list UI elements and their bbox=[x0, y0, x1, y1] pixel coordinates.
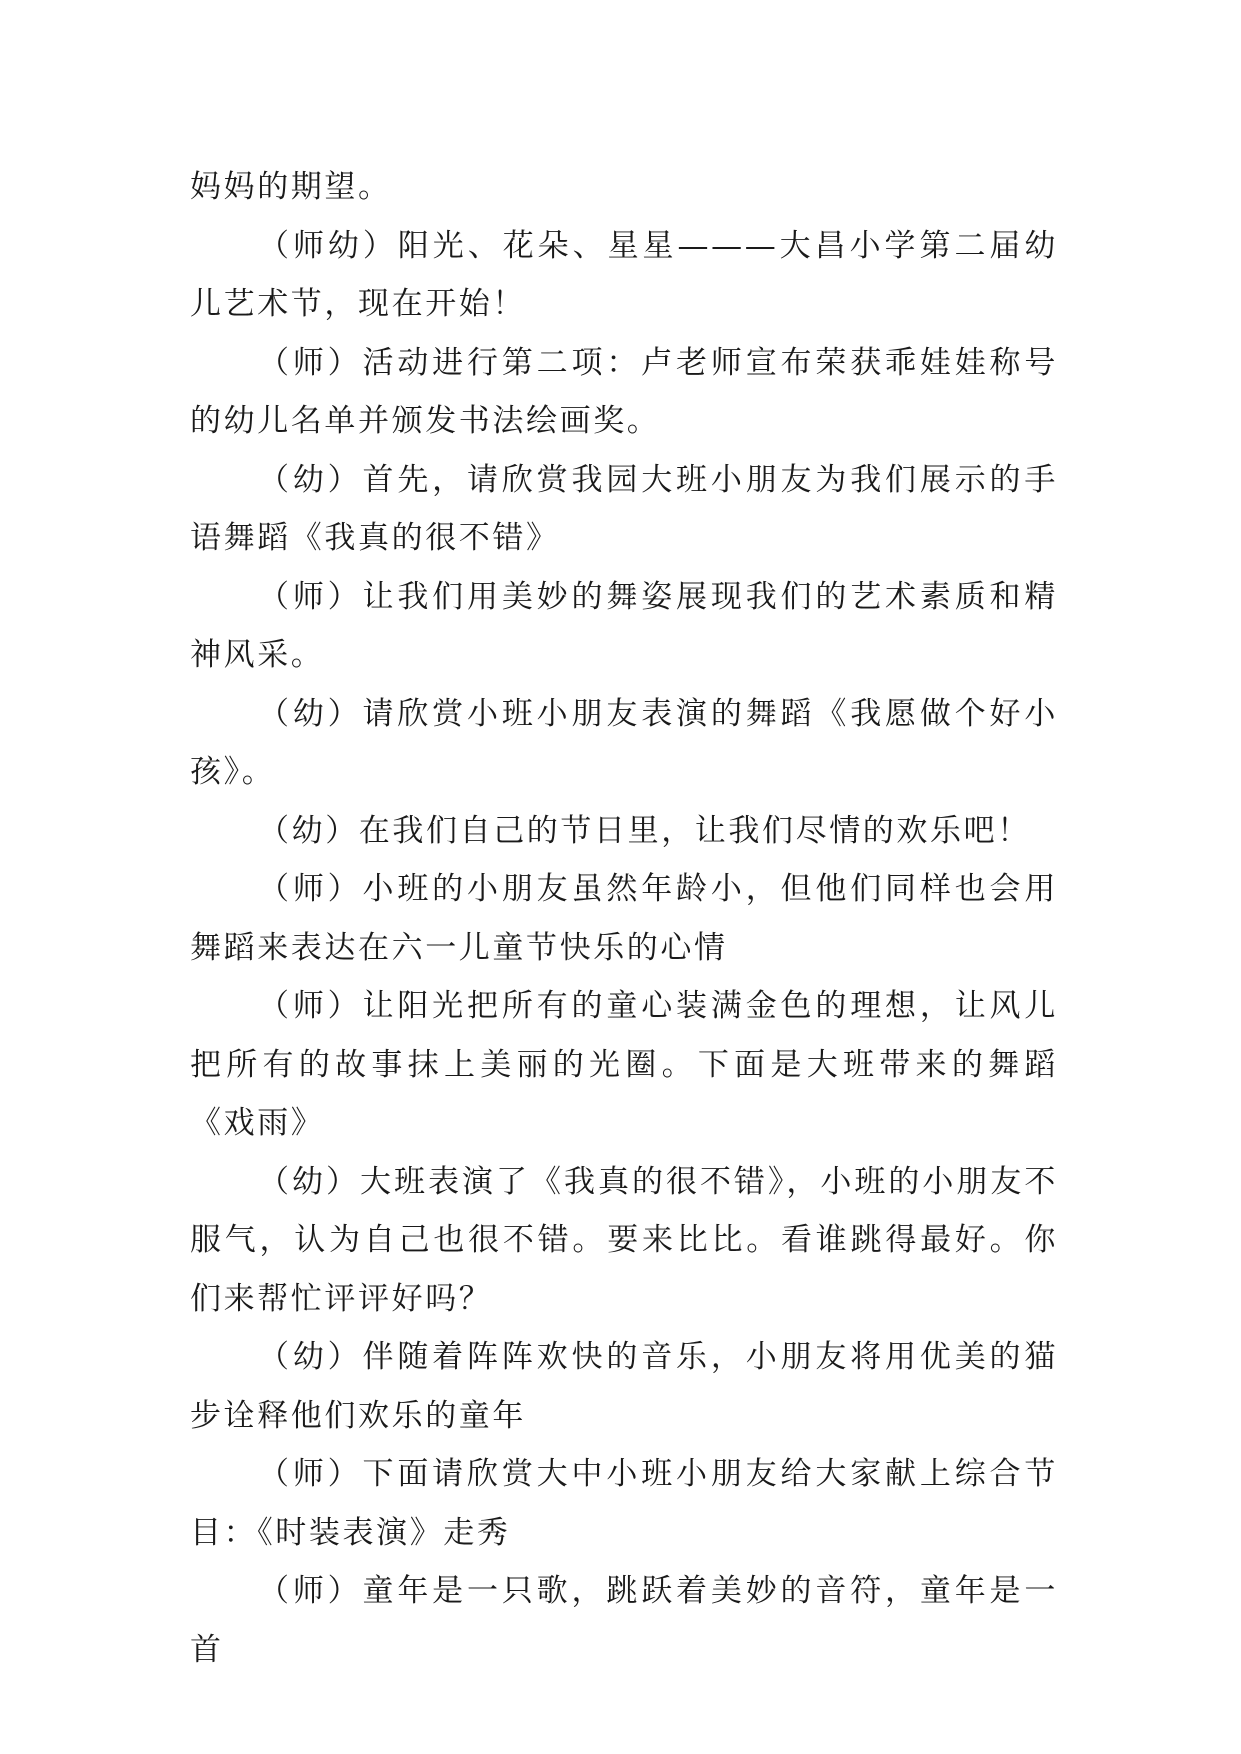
document-body bbox=[190, 158, 1058, 1679]
paragraph: （师）让阳光把所有的童心装满金色的理想，让风儿把所有的故事抹上美丽的光圈。下面是大班带来的舞蹈《戏雨》 bbox=[190, 988, 1058, 1141]
paragraph: （师）童年是一只歌，跳跃着美妙的音符，童年是一首 bbox=[190, 1573, 1058, 1668]
paragraph: 妈妈的期望。 bbox=[190, 169, 392, 205]
paragraph: （师）让我们用美妙的舞姿展现我们的艺术素质和精神风采。 bbox=[190, 578, 1058, 673]
paragraph: （幼）请欣赏小班小朋友表演的舞蹈《我愿做个好小孩》。 bbox=[190, 695, 1058, 790]
paragraph: （幼）首先，请欣赏我园大班小朋友为我们展示的手语舞蹈《我真的很不错》 bbox=[190, 461, 1058, 556]
paragraph: （幼）在我们自己的节日里，让我们尽情的欢乐吧！ bbox=[258, 812, 1031, 849]
paragraph: （师）活动进行第二项：卢老师宣布荣获乖娃娃称号的幼儿名单并颁发书法绘画奖。 bbox=[190, 344, 1058, 439]
paragraph: （幼）伴随着阵阵欢快的音乐，小朋友将用优美的猫步诠释他们欢乐的童年 bbox=[190, 1339, 1058, 1434]
paragraph: （师）下面请欣赏大中小班小朋友给大家献上综合节目：《时装表演》走秀 bbox=[190, 1456, 1058, 1551]
paragraph: （幼）大班表演了《我真的很不错》，小班的小朋友不服气，认为自己也很不错。要来比比。看谁跳得最好。你们来帮忙评评好吗？ bbox=[190, 1163, 1058, 1317]
paragraph: （师）小班的小朋友虽然年龄小，但他们同样也会用舞蹈来表达在六一儿童节快乐的心情 bbox=[190, 871, 1058, 966]
paragraph: （师幼）阳光、花朵、星星———大昌小学第二届幼儿艺术节，现在开始！ bbox=[190, 227, 1058, 322]
